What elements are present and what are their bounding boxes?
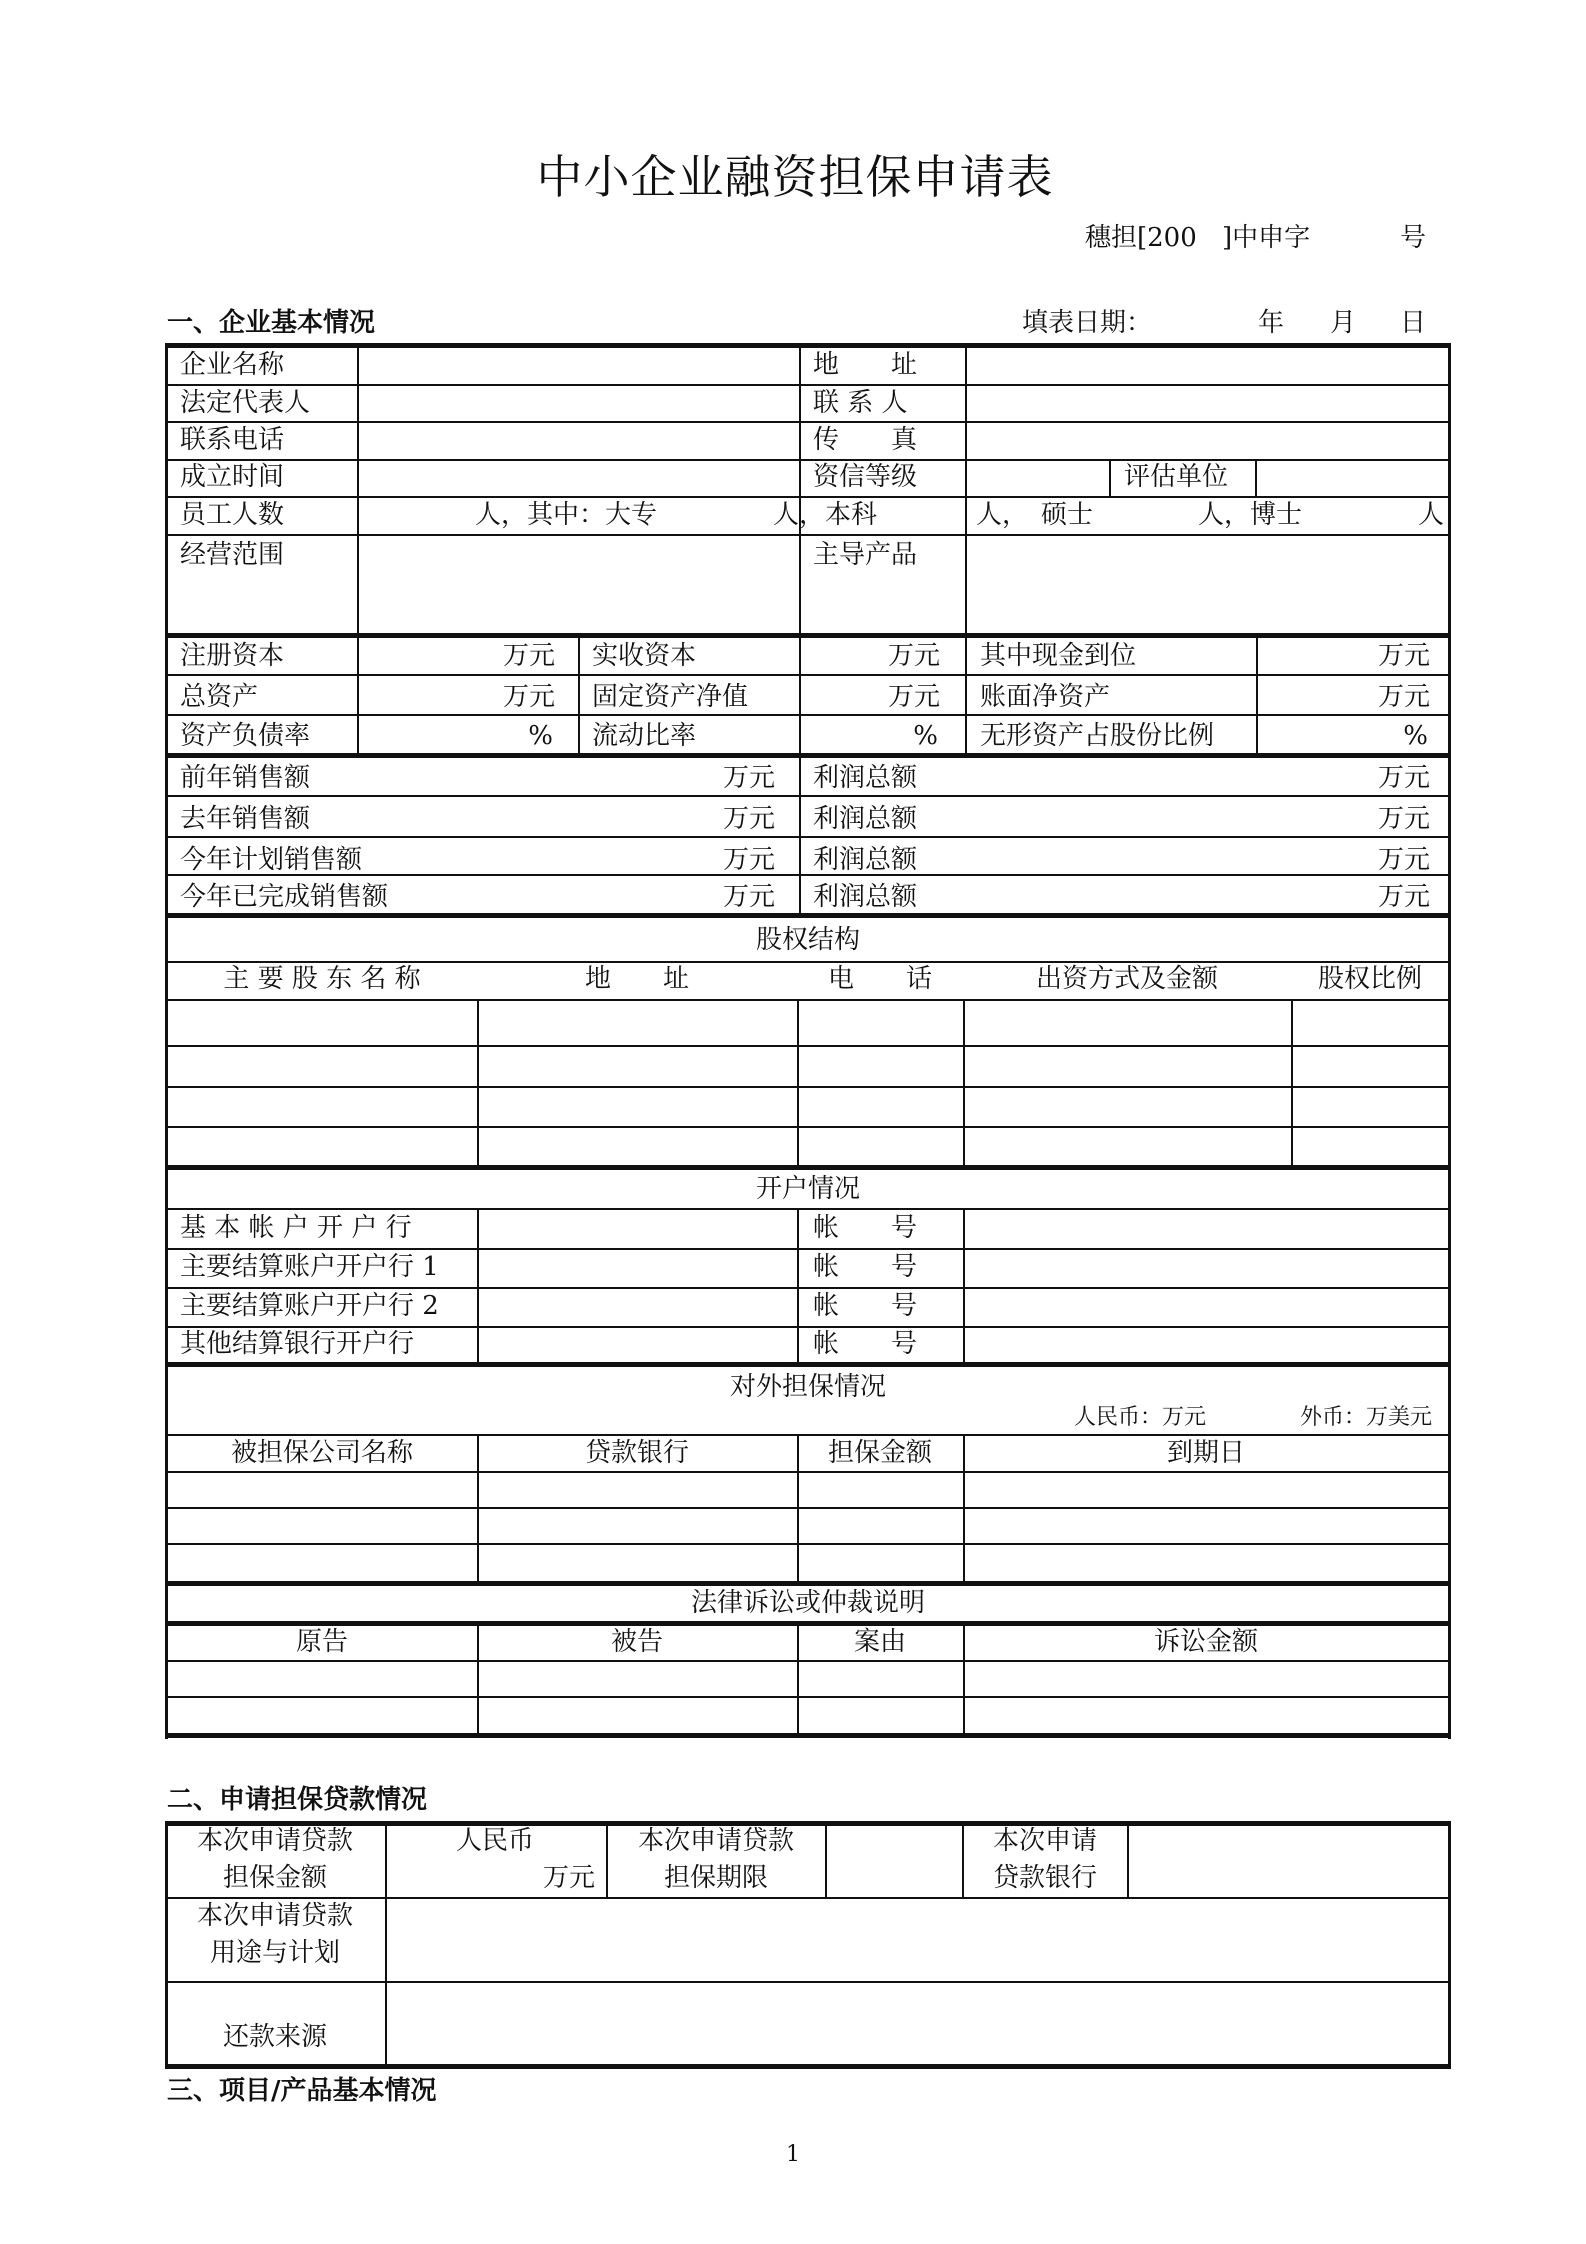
equity-row[interactable]	[167, 1088, 1448, 1126]
rule	[963, 1208, 965, 1364]
unit: 万元	[722, 882, 775, 912]
fill-date-day: 日	[1400, 308, 1427, 338]
equity-col-address: 地 址	[584, 964, 690, 994]
currency-note-fx: 外币：万美元	[1300, 1405, 1433, 1430]
label-current-ratio: 流动比率	[592, 721, 697, 751]
ref-number-suffix: 号	[1400, 223, 1427, 253]
label-basic-account-bank: 基 本 帐 户 开 户 行	[180, 1213, 412, 1243]
rule	[165, 1362, 1451, 1367]
rule	[165, 1287, 1451, 1289]
credit-rating-field[interactable]	[967, 461, 1107, 496]
document-title: 中小企业融资担保申请表	[536, 150, 1054, 204]
label-contact: 联 系 人	[813, 388, 908, 418]
equity-heading: 股权结构	[755, 925, 861, 955]
loan-amount-field[interactable]	[387, 1823, 605, 1897]
currency-note-rmb: 人民币：万元	[1074, 1405, 1207, 1430]
equity-col-shareholder: 主 要 股 东 名 称	[223, 964, 421, 994]
rule	[165, 795, 1451, 797]
unit: %	[1403, 721, 1428, 751]
rule	[799, 345, 801, 635]
rule	[165, 913, 1451, 918]
employees-phd-unit: 人	[1418, 500, 1445, 530]
unit: 万元	[722, 845, 775, 875]
guarantees-heading: 对外担保情况	[729, 1372, 887, 1402]
employees-bachelor-unit: 人， 硕士	[976, 500, 1094, 530]
unit: 万元	[887, 682, 940, 712]
label-founded: 成立时间	[180, 462, 285, 492]
label-sales-two-years-ago: 前年销售额	[180, 763, 311, 793]
employees-college-unit: 人，本科	[773, 500, 878, 530]
unit: %	[528, 721, 553, 751]
litigation-heading: 法律诉讼或仲裁说明	[690, 1588, 926, 1618]
unit: 万元	[1377, 682, 1430, 712]
label-address: 地 址	[813, 350, 918, 380]
label-book-net-assets: 账面净资产	[980, 682, 1111, 712]
section2-heading: 二、申请担保贷款情况	[167, 1785, 428, 1815]
unit: 万元	[1377, 641, 1430, 671]
label-intangible-ratio: 无形资产占股份比例	[980, 721, 1215, 751]
unit: 万元	[1377, 763, 1430, 793]
rating-agency-field[interactable]	[1257, 461, 1447, 496]
fax-field[interactable]	[967, 423, 1447, 459]
rule	[165, 1823, 168, 2066]
equity-col-investment: 出资方式及金额	[1035, 964, 1219, 994]
fill-date-year: 年	[1258, 308, 1285, 338]
label-paid-in-capital: 实收资本	[592, 641, 697, 671]
rule	[797, 1208, 799, 1364]
guarantees-col-due-date: 到期日	[1166, 1438, 1246, 1468]
label-sales-last-year: 去年销售额	[180, 804, 311, 834]
ref-number-middle: ]中申字	[1222, 223, 1311, 253]
rule	[165, 1733, 1451, 1738]
label-settlement-bank-1: 主要结算账户开户行 1	[180, 1252, 439, 1282]
page-number: 1	[786, 2142, 800, 2167]
guarantees-col-bank: 贷款银行	[584, 1438, 690, 1468]
rule	[965, 635, 967, 755]
rule	[165, 1165, 1451, 1170]
label-other-bank: 其他结算银行开户行	[180, 1329, 415, 1359]
label-business-scope: 经营范围	[180, 540, 285, 570]
guarantees-col-company: 被担保公司名称	[230, 1438, 414, 1468]
litigation-row[interactable]	[167, 1662, 1448, 1696]
amount-unit: 万元	[542, 1863, 595, 1893]
fill-date-label: 填表日期：	[1022, 308, 1153, 338]
label-account-number: 帐 号	[813, 1213, 918, 1243]
label-registered-capital: 注册资本	[180, 641, 285, 671]
unit: 万元	[1377, 804, 1430, 834]
main-products-field[interactable]	[967, 536, 1447, 633]
guarantee-row[interactable]	[167, 1545, 1448, 1581]
rule	[165, 1248, 1451, 1250]
unit: 万元	[722, 804, 775, 834]
label-total-assets: 总资产	[180, 682, 259, 712]
founded-field[interactable]	[359, 461, 797, 496]
section1-heading: 一、企业基本情况	[167, 308, 376, 338]
table1-right-border	[1448, 345, 1451, 1739]
rule	[962, 1823, 964, 1898]
equity-row[interactable]	[167, 1001, 1448, 1045]
label-loan-term-2: 担保期限	[663, 1863, 769, 1893]
label-fixed-assets-net: 固定资产净值	[592, 682, 749, 712]
equity-col-phone: 电 话	[827, 964, 933, 994]
equity-col-ratio: 股权比例	[1317, 964, 1423, 994]
label-rating-agency: 评估单位	[1124, 462, 1229, 492]
label-fax: 传 真	[813, 425, 918, 455]
label-loan-bank-2: 贷款银行	[992, 1863, 1098, 1893]
label-settlement-bank-2: 主要结算账户开户行 2	[180, 1291, 439, 1321]
rule	[357, 635, 359, 755]
label-phone: 联系电话	[180, 425, 285, 455]
unit: 万元	[887, 641, 940, 671]
label-repayment-source: 还款来源	[222, 2022, 328, 2052]
litigation-row[interactable]	[167, 1698, 1448, 1733]
repayment-source-field[interactable]	[387, 1983, 1447, 2064]
label-employees: 员工人数	[180, 500, 285, 530]
label-purpose-1: 本次申请贷款	[196, 1901, 354, 1931]
rule	[477, 1208, 479, 1364]
rule	[165, 1208, 1451, 1210]
label-legal-rep: 法定代表人	[180, 388, 311, 418]
rule	[799, 635, 801, 755]
label-loan-bank-1: 本次申请	[992, 1826, 1098, 1856]
label-company-name: 企业名称	[180, 350, 285, 380]
label-debt-ratio: 资产负债率	[180, 721, 311, 751]
employees-total-unit: 人，其中：大专	[475, 500, 658, 530]
rule	[165, 1434, 1451, 1436]
rule	[578, 635, 580, 755]
label-sales-plan: 今年计划销售额	[180, 845, 363, 875]
litigation-col-defendant: 被告	[610, 1627, 664, 1657]
rule	[1256, 635, 1258, 755]
label-account-number: 帐 号	[813, 1291, 918, 1321]
rule	[165, 1583, 168, 1623]
accounts-heading: 开户情况	[755, 1174, 861, 1204]
litigation-col-plaintiff: 原告	[295, 1627, 349, 1657]
unit: 万元	[722, 763, 775, 793]
loan-bank-field[interactable]	[1129, 1823, 1447, 1897]
fill-date-month: 月	[1330, 308, 1357, 338]
rule	[165, 961, 1451, 963]
guarantee-row[interactable]	[167, 1473, 1448, 1507]
unit: %	[913, 721, 938, 751]
label-profit: 利润总额	[813, 804, 918, 834]
label-purpose-2: 用途与计划	[209, 1938, 341, 1968]
section3-heading: 三、项目/产品基本情况	[167, 2076, 437, 2106]
rule	[1448, 1823, 1451, 2066]
label-loan-amount-2: 担保金额	[222, 1863, 328, 1893]
rule	[165, 836, 1451, 838]
rule	[606, 1823, 608, 1898]
rule	[165, 2064, 1451, 2069]
label-profit: 利润总额	[813, 882, 918, 912]
unit: 万元	[502, 641, 555, 671]
rule	[799, 755, 801, 915]
label-loan-term-1: 本次申请贷款	[637, 1826, 795, 1856]
label-loan-amount-1: 本次申请贷款	[196, 1826, 354, 1856]
amount-currency: 人民币	[456, 1826, 535, 1856]
legal-rep-field[interactable]	[359, 386, 797, 421]
ref-number-prefix: 穗担[200	[1085, 223, 1197, 253]
label-profit: 利润总额	[813, 763, 918, 793]
label-account-number: 帐 号	[813, 1252, 918, 1282]
litigation-col-cause: 案由	[853, 1627, 907, 1657]
rule	[165, 1581, 1451, 1586]
label-cash-in-place: 其中现金到位	[980, 641, 1137, 671]
label-credit-rating: 资信等级	[813, 462, 918, 492]
unit: 万元	[1377, 882, 1430, 912]
equity-row[interactable]	[167, 1047, 1448, 1086]
label-profit: 利润总额	[813, 845, 918, 875]
equity-row[interactable]	[167, 1128, 1448, 1165]
employees-master-unit: 人，博士	[1198, 500, 1303, 530]
loan-term-field[interactable]	[827, 1823, 961, 1897]
phone-field[interactable]	[359, 423, 797, 459]
label-account-number: 帐 号	[813, 1329, 918, 1359]
label-sales-completed: 今年已完成销售额	[180, 882, 389, 912]
rule	[165, 1326, 1451, 1328]
litigation-col-amount: 诉讼金额	[1153, 1627, 1259, 1657]
rule	[1448, 1583, 1451, 1623]
rule	[1109, 459, 1111, 497]
guarantee-row[interactable]	[167, 1509, 1448, 1543]
business-scope-field[interactable]	[359, 536, 797, 633]
address-field[interactable]	[967, 346, 1447, 383]
rule	[165, 1621, 1451, 1626]
contact-field[interactable]	[967, 386, 1447, 421]
purpose-field[interactable]	[387, 1899, 1447, 1981]
guarantees-col-amount: 担保金额	[827, 1438, 933, 1468]
unit: 万元	[502, 682, 555, 712]
unit: 万元	[1377, 845, 1430, 875]
label-main-products: 主导产品	[813, 540, 918, 570]
